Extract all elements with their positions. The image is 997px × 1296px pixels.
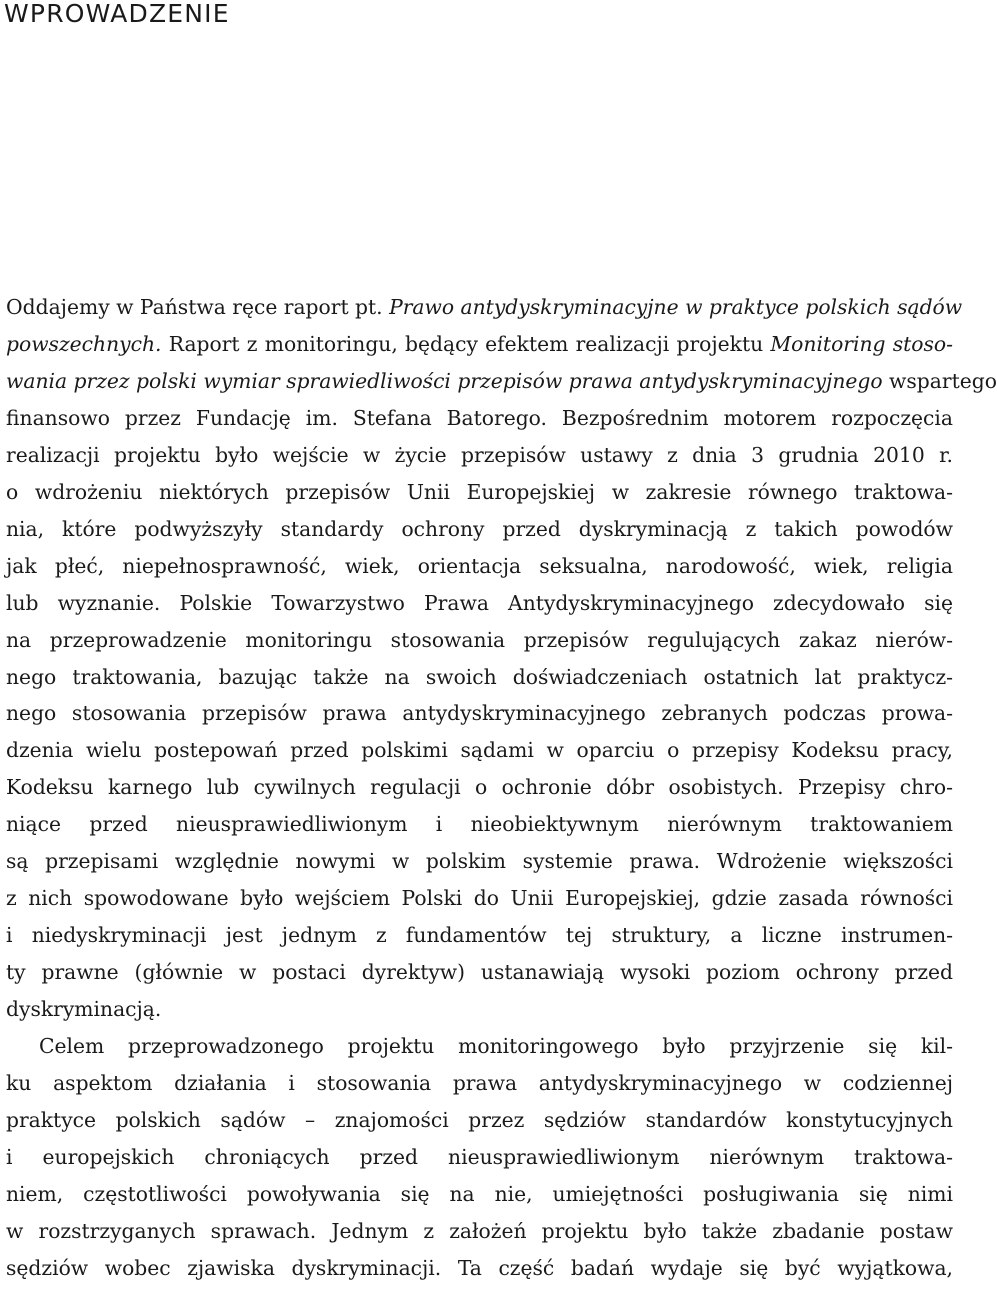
text-line [6, 289, 963, 326]
text-line [6, 843, 953, 880]
text-line [6, 732, 953, 769]
text-run: niące przed nieusprawiedliwionym i nieobiektywnym nierównym traktowaniem [6, 812, 953, 837]
text-run: w rozstrzyganych sprawach. Jednym z założeń projektu było także zbadanie postaw [6, 1218, 953, 1243]
text-line [6, 806, 953, 843]
text-run: ty prawne (głównie w postaci dyrektyw) ustanawiają wysoki poziom ochrony przed [6, 960, 953, 985]
text-run: praktyce polskich sądów – znajomości przez sędziów standardów konstytucyjnych [6, 1107, 953, 1132]
text-run: dzenia wielu postepowań przed polskimi sądami w oparciu o przepisy Kodeksu pracy, [6, 738, 953, 763]
text-line [6, 917, 953, 954]
text-run: o wdrożeniu niektórych przepisów Unii Europejskiej w zakresie równego traktowa- [6, 479, 953, 504]
text-line [6, 326, 953, 363]
paragraph [6, 289, 997, 1028]
text-line [6, 769, 953, 806]
text-run: ku aspektom działania i stosowania prawa antydyskryminacyjnego w codziennej [6, 1071, 953, 1096]
text-run: na przeprowadzenie monitoringu stosowania przepisów regulujących zakaz nierów- [6, 627, 953, 652]
italic-title-run: wania przez polski wymiar sprawiedliwości przepisów prawa antydyskryminacyjnego [6, 368, 883, 393]
text-run: wspartego [882, 368, 997, 393]
text-line [6, 1213, 953, 1250]
text-run: Oddajemy w Państwa ręce raport pt. [6, 295, 390, 319]
text-run: nia, które podwyższyły standardy ochrony przed dyskryminacją z takich powodów [6, 516, 953, 541]
text-line [6, 511, 953, 548]
italic-title-run: Monitoring stoso- [770, 331, 953, 356]
text-run: są przepisami względnie nowymi w polskim systemie prawa. Wdrożenie większości [6, 849, 953, 874]
text-run: i niedyskryminacji jest jednym z fundamentów tej struktury, a liczne instrumen- [6, 923, 953, 948]
italic-title-run: Prawo antydyskryminacyjne w praktyce polskich sądów [389, 295, 963, 319]
page-heading: WPROWADZENIE [4, 0, 230, 28]
text-line [6, 991, 953, 1028]
text-run: Celem przeprowadzonego projektu monitoringowego było przyjrzenie się kil- [39, 1034, 953, 1059]
text-line [6, 474, 953, 511]
paragraph [6, 1028, 953, 1287]
text-run: sędziów wobec zjawiska dyskryminacji. Ta część badań wydaje się być wyjątkowa, [6, 1255, 953, 1280]
text-run: Kodeksu karnego lub cywilnych regulacji o ochronie dóbr osobistych. Przepisy chro- [6, 775, 953, 800]
text-run: niem, częstotliwości powoływania się na nie, umiejętności posługiwania się nimi [6, 1181, 953, 1206]
text-run: nego stosowania przepisów prawa antydyskryminacyjnego zebranych podczas prowa- [6, 701, 953, 726]
text-line [6, 622, 953, 659]
text-line [6, 437, 953, 474]
text-line [6, 363, 997, 400]
text-run: lub wyznanie. Polskie Towarzystwo Prawa Antydyskryminacyjnego zdecydowało się [6, 590, 953, 615]
text-run: Raport z monitoringu, będący efektem realizacji projektu [161, 331, 771, 356]
text-run: finansowo przez Fundację im. Stefana Batorego. Bezpośrednim motorem rozpoczęcia [6, 405, 953, 430]
text-line [6, 659, 953, 696]
text-line [6, 548, 953, 585]
text-line [6, 400, 953, 437]
text-line [6, 1250, 953, 1287]
text-run: i europejskich chroniących przed nieusprawiedliwionym nierównym traktowa- [6, 1144, 953, 1169]
text-line [6, 1065, 953, 1102]
text-line [6, 1176, 953, 1213]
text-line [6, 1102, 953, 1139]
text-line [6, 1028, 953, 1065]
text-run: jak płeć, niepełnosprawność, wiek, orientacja seksualna, narodowość, wiek, religia [6, 553, 953, 578]
text-run: z nich spowodowane było wejściem Polski do Unii Europejskiej, gdzie zasada równości [6, 886, 953, 911]
text-line [6, 585, 953, 622]
text-run: nego traktowania, bazując także na swoich doświadczeniach ostatnich lat praktycz- [6, 664, 953, 689]
text-line [6, 695, 953, 732]
text-line [6, 880, 953, 917]
text-run: dyskryminacją. [6, 997, 162, 1022]
body-text [6, 289, 997, 1287]
text-line [6, 1139, 953, 1176]
text-run: realizacji projektu było wejście w życie przepisów ustawy z dnia 3 grudnia 2010 r. [6, 442, 953, 467]
italic-title-run: powszechnych. [6, 331, 162, 356]
text-line [6, 954, 953, 991]
